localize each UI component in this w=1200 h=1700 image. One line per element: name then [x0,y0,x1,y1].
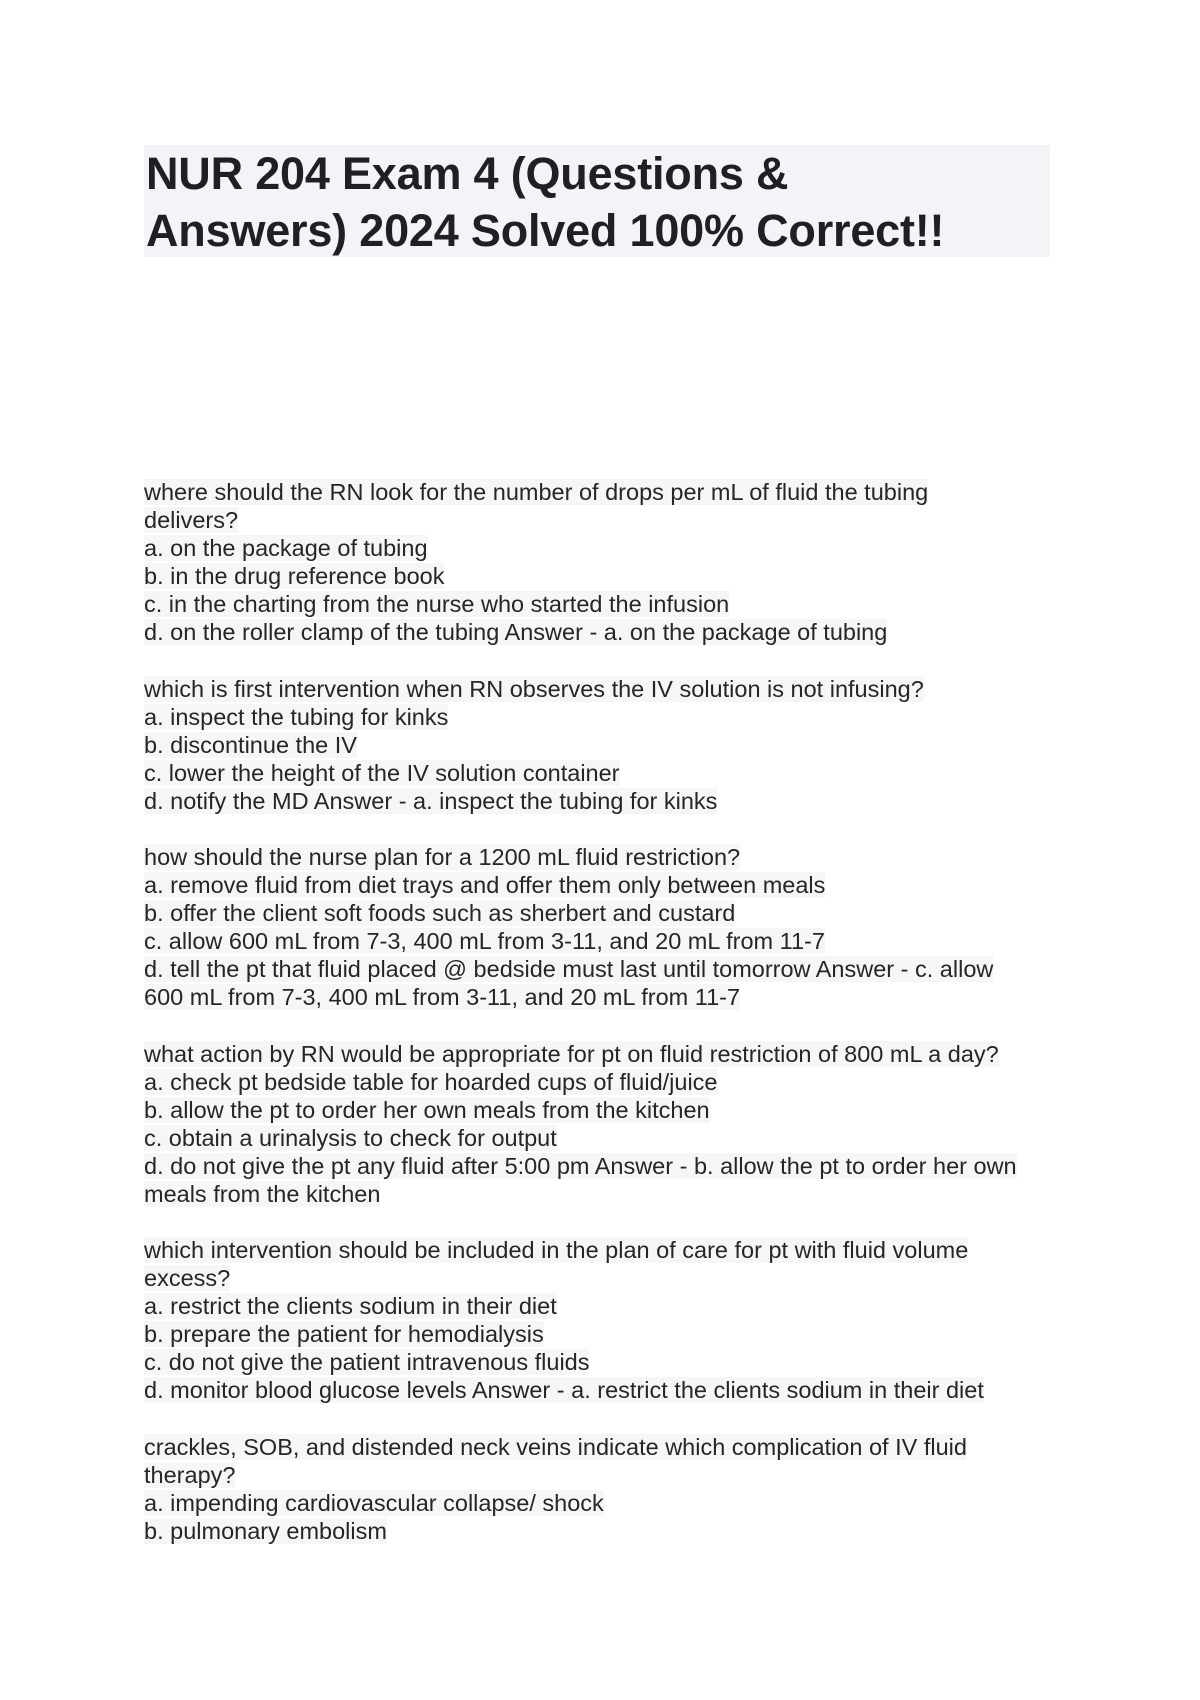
question-text-line [144,1152,1064,1180]
question-text-line [144,843,1064,871]
question-text-line [144,759,1064,787]
question-text: c. in the charting from the nurse who started the infusion [144,591,730,617]
question-text-line [144,1489,1064,1517]
question-text-line [144,1348,1064,1376]
question-text: excess? [144,1265,231,1291]
question-block [144,478,1064,646]
question-text: d. on the roller clamp of the tubing Answer - a. on the package of tubing [144,619,888,645]
question-text-line [144,1040,1064,1068]
question-text: c. obtain a urinalysis to check for output [144,1124,557,1151]
question-text: therapy? [144,1461,236,1488]
question-text-line [144,983,1064,1011]
question-text: meals from the kitchen [144,1180,381,1207]
question-text: c. allow 600 mL from 7-3, 400 mL from 3-11, and 20 mL from 11-7 [144,928,825,954]
question-text: b. discontinue the IV [144,731,357,758]
title-line-1: NUR 204 Exam 4 (Questions & [146,148,789,199]
question-text-line [144,1068,1064,1096]
question-list [144,478,1064,1573]
question-text-line [144,478,1064,506]
title-line-2: Answers) 2024 Solved 100% Correct!! [146,205,945,256]
question-text: how should the nurse plan for a 1200 mL fluid restriction? [144,844,741,870]
question-text-line [144,506,1064,534]
question-text-line [144,1292,1064,1320]
question-text-line [144,1236,1064,1264]
question-text: which is first intervention when RN observes the IV solution is not infusing? [144,675,924,702]
question-block [144,843,1064,1011]
question-text: what action by RN would be appropriate for pt on fluid restriction of 800 mL a day? [144,1040,999,1067]
question-text: where should the RN look for the number of drops per mL of fluid the tubing [144,479,929,505]
question-text-line [144,955,1064,983]
question-text: a. inspect the tubing for kinks [144,703,449,730]
question-text: d. monitor blood glucose levels Answer - a. restrict the clients sodium in their diet [144,1377,984,1403]
question-text-line [144,927,1064,955]
question-text: d. tell the pt that fluid placed @ bedside must last until tomorrow Answer - c. allow [144,956,994,982]
question-text-line [144,675,1064,703]
question-text: b. offer the client soft foods such as sherbert and custard [144,900,736,926]
question-text-line [144,731,1064,759]
question-text-line [144,534,1064,562]
document-title [144,145,1050,259]
question-text: delivers? [144,507,239,533]
question-text-line [144,1376,1064,1404]
question-text-line [144,899,1064,927]
question-text: crackles, SOB, and distended neck veins indicate which complication of IV fluid [144,1433,967,1460]
question-text-line [144,1461,1064,1489]
question-text: which intervention should be included in the plan of care for pt with fluid volume [144,1237,969,1263]
question-text: a. remove fluid from diet trays and offer them only between meals [144,872,826,898]
question-text-line [144,1180,1064,1208]
question-text-line [144,871,1064,899]
question-text-line [144,1320,1064,1348]
question-text-line [144,590,1064,618]
question-text: a. on the package of tubing [144,535,428,561]
question-text-line [144,562,1064,590]
question-text-line [144,1433,1064,1461]
title-block [144,145,1050,257]
question-block [144,1433,1064,1545]
question-text-line [144,787,1064,815]
question-text-line [144,703,1064,731]
question-text: c. do not give the patient intravenous fluids [144,1349,590,1375]
question-text: d. do not give the pt any fluid after 5:00 pm Answer - b. allow the pt to order her own [144,1152,1017,1179]
question-text-line [144,1264,1064,1292]
question-block [144,675,1064,815]
question-block [144,1236,1064,1404]
question-text: a. restrict the clients sodium in their diet [144,1293,557,1319]
question-text-line [144,618,1064,646]
question-text: a. check pt bedside table for hoarded cups of fluid/juice [144,1068,718,1095]
question-text-line [144,1124,1064,1152]
question-text: b. allow the pt to order her own meals from the kitchen [144,1096,710,1123]
question-text: d. notify the MD Answer - a. inspect the tubing for kinks [144,787,718,814]
question-text: b. in the drug reference book [144,563,445,589]
question-text: b. pulmonary embolism [144,1517,387,1544]
question-text: b. prepare the patient for hemodialysis [144,1321,544,1347]
question-text: c. lower the height of the IV solution container [144,759,620,786]
question-text-line [144,1096,1064,1124]
question-text-line [144,1517,1064,1545]
question-text: 600 mL from 7-3, 400 mL from 3-11, and 20 mL from 11-7 [144,984,741,1010]
question-text: a. impending cardiovascular collapse/ shock [144,1489,604,1516]
question-block [144,1040,1064,1208]
